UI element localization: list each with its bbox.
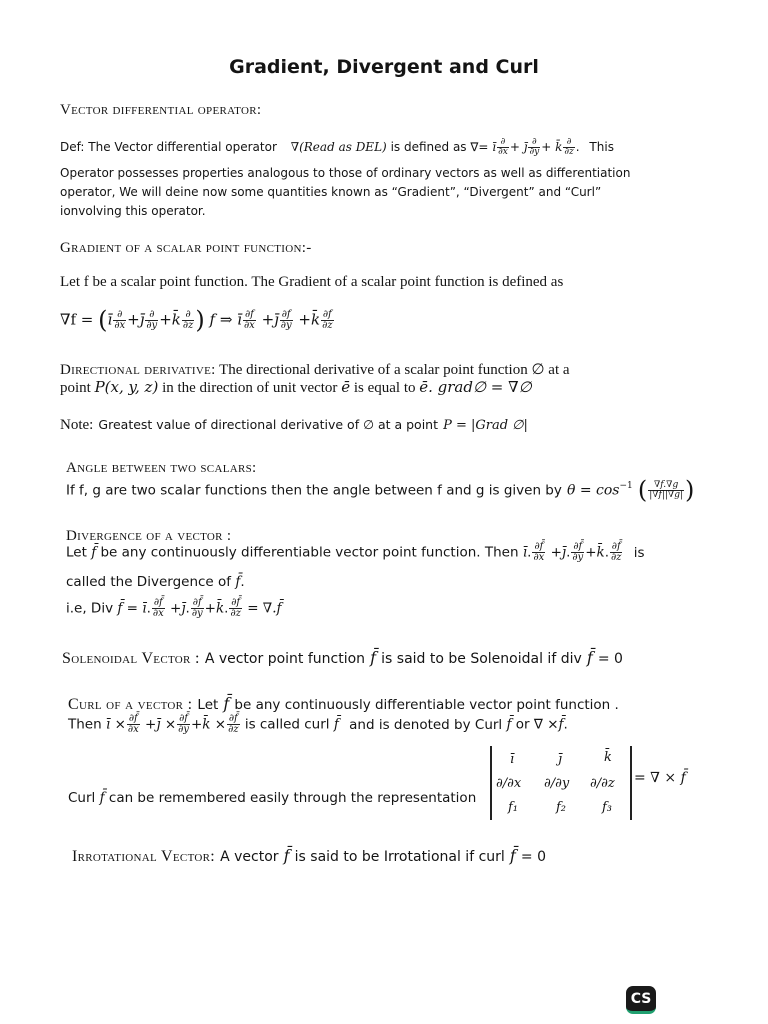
note-formula: P = |Grad ∅|: [443, 418, 528, 433]
directional-line-1: [60, 360, 570, 379]
operator-line-3: operator, We will deine now some quantities known as “Gradient”, “Divergent” and “Curl”: [60, 185, 602, 199]
operator-line-2: Operator possesses properties analogous to those of ordinary vectors as well as differentiation: [60, 166, 631, 180]
directional-formula: ē. grad∅ = ∇∅: [419, 378, 532, 396]
page-title: Gradient, Divergent and Curl: [229, 56, 539, 78]
k-bar: k̄: [555, 140, 563, 154]
divergence-line-3: i.e, Div f̄ = ī. $\frac{\partial f̄}{\partial x}$ +j̄. $\frac{\partial f̄}{\partial y}$ +k̄. $\frac{\partial f̄}{\partial z}$ = ∇.f̄: [66, 597, 282, 619]
note-text: Greatest value of directional derivative of ∅ at a point: [98, 417, 438, 432]
heading-vector-operator: Vector differential operator:: [60, 102, 262, 118]
curl-remember: Curl f̄ can be remembered easily through the representation: [68, 790, 477, 806]
note-label: Note:: [60, 417, 94, 433]
angle-text: If f, g are two scalar functions then the angle between f and g is given by: [66, 482, 562, 499]
matrix-cell: k̄: [604, 750, 612, 765]
j-bar: j̄: [523, 140, 528, 154]
curl-equals: = ∇ × f̄: [634, 770, 686, 786]
angle-formula: θ = cos: [566, 482, 620, 499]
matrix-cell: f₂: [556, 800, 567, 815]
def-line: Def: The Vector differential operator ∇(Read as DEL) is defined as ∇= ī $\frac{\partial}{\partial x}$ + j̄ $\frac{\partial}{\partial y}$ + k̄ $\frac{\partial}{\partial z}$ . This: [60, 137, 614, 157]
matrix-cell: j̄: [558, 752, 563, 767]
divergence-line-2: called the Divergence of f̄.: [66, 574, 245, 590]
camscanner-logo: CS: [626, 986, 656, 1014]
heading-divergence: Divergence of a vector :: [66, 528, 232, 544]
heading-curl: Curl of a vector :: [68, 696, 193, 713]
divergence-line-1: Let f̄ be any continuously differentiable vector point function. Then ī. $\frac{\partial f̄}{\partial x}$ +j̄. $\frac{\partial f̄}{\partial y}$ +k̄. $\frac{\partial f̄}{\partial z}$ is: [66, 541, 645, 563]
this-word: This: [589, 140, 614, 154]
frac-d-dx: $\frac{\partial}{\partial x}$: [498, 137, 508, 157]
point-p: P(x, y, z): [94, 378, 159, 396]
matrix-cell: ∂/∂x: [496, 776, 522, 791]
defined-as: is defined as ∇=: [390, 140, 489, 154]
def-prefix: Def: The Vector differential operator: [60, 140, 277, 154]
gradient-lhs: ∇f =: [60, 310, 94, 329]
heading-irrotational: Irrotational Vector:: [72, 848, 216, 865]
gradient-text: Let f be a scalar point function. The Gradient of a scalar point function is defined as: [60, 274, 564, 290]
matrix-cell: ∂/∂y: [544, 776, 570, 791]
note-line: [60, 414, 528, 434]
heading-angle: Angle between two scalars:: [66, 460, 257, 476]
curl-line-1: Curl of a vector : Let f̄ be any continuously differentiable vector point function .: [68, 694, 619, 713]
gradient-formula: ∇f = (ī $\frac{\partial}{\partial x}$ +j̄ $\frac{\partial}{\partial y}$ +k̄ $\frac{\partial}{\partial z}$ ) f ⇒ ī $\frac{\partial f}{\partial x}$ +j̄ $\frac{\partial f}{\partial y}$ +k̄ $\frac{\partial f}{\partial z}$: [60, 306, 333, 334]
irrotational-line: Irrotational Vector: A vector f̄ is said to be Irrotational if curl f̄ = 0: [72, 846, 546, 865]
directional-text-1: The directional derivative of a scalar point function ∅ at a: [219, 362, 570, 378]
matrix-cell: ī: [510, 752, 515, 767]
solenoidal-line: Solenoidal Vector : A vector point function f̄ is said to be Solenoidal if div f̄ = 0: [62, 648, 623, 667]
frac-d-dz: $\frac{\partial}{\partial z}$: [564, 137, 574, 157]
matrix-cell: f₁: [508, 800, 519, 815]
curl-determinant: [490, 746, 632, 820]
nabla-symbol: ∇: [290, 140, 300, 154]
i-bar: ī: [492, 140, 497, 154]
heading-solenoidal: Solenoidal Vector :: [62, 650, 200, 667]
read-as-del: (Read as DEL): [299, 140, 387, 154]
heading-directional: Directional derivative:: [60, 362, 216, 378]
matrix-cell: f₃: [602, 800, 613, 815]
gradient-implies: f ⇒: [209, 310, 233, 329]
angle-line: If f, g are two scalar functions then the angle between f and g is given by $\theta = \cos^{-1}$ ( $\frac{\nabla f.\nabla g}{|\nabla f||\nabla g|}$ ): [66, 476, 695, 504]
curl-line-2: Then ī × $\frac{\partial f̄}{\partial x}$ +j̄ × $\frac{\partial f̄}{\partial y}$ +k̄ × $\frac{\partial f̄}{\partial z}$ is called curl f̄ and is denoted by Curl f̄ or ∇ ×f̄.: [68, 713, 568, 735]
frac-d-dy: $\frac{\partial}{\partial y}$: [529, 137, 540, 157]
heading-gradient: Gradient of a scalar point function:-: [60, 240, 312, 256]
operator-line-4: ionvolving this operator.: [60, 204, 206, 218]
directional-line-2: point P(x, y, z) in the direction of unit vector ē is equal to ē. grad∅ = ∇∅: [60, 378, 532, 396]
matrix-cell: ∂/∂z: [590, 776, 615, 791]
